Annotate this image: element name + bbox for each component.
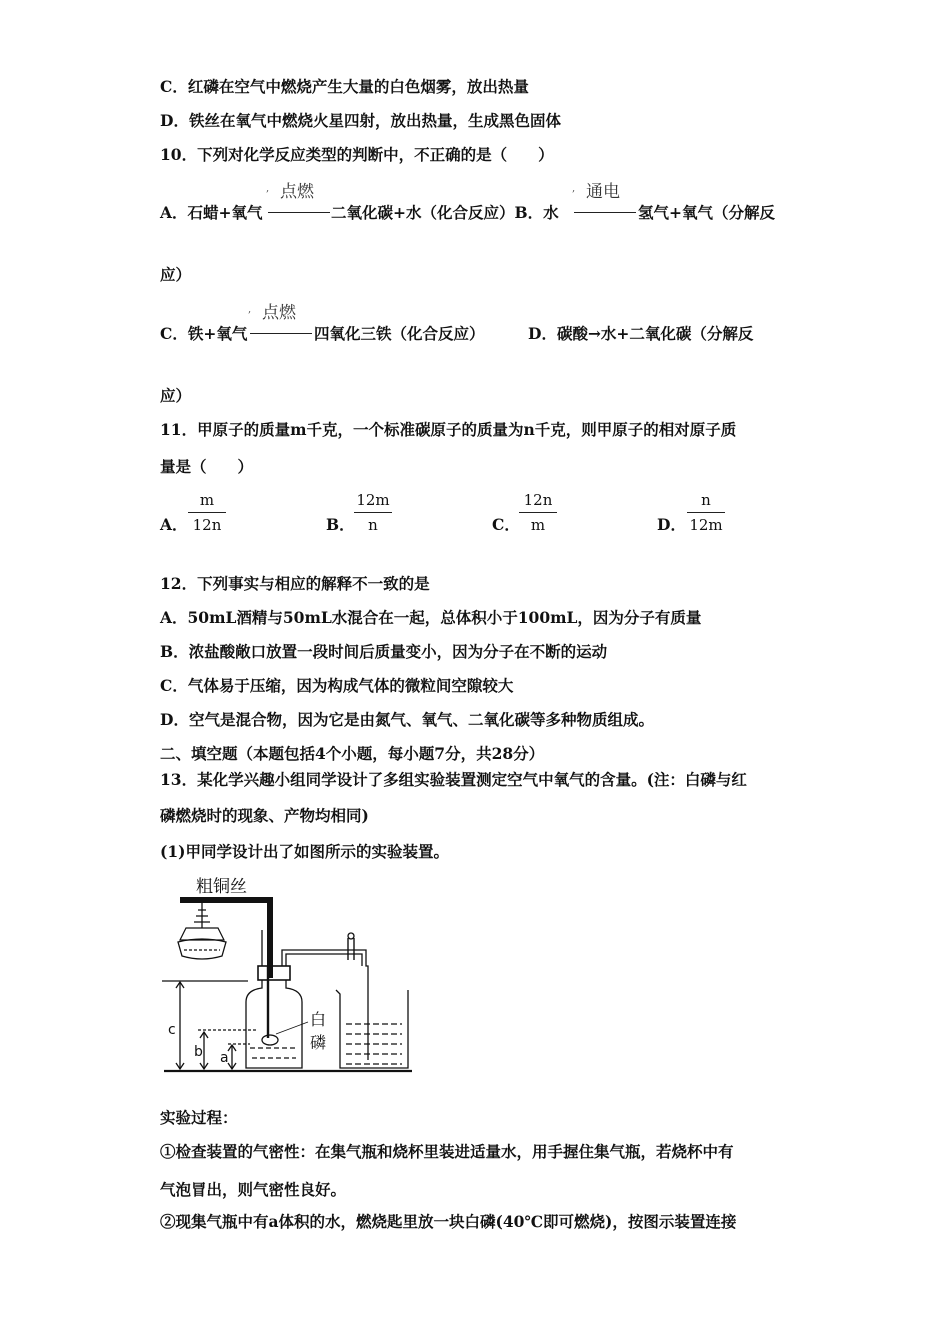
fraction-denominator: 12n	[192, 516, 222, 534]
label-white-phosphorus-2: 磷	[310, 1033, 327, 1052]
fraction-bar	[519, 512, 557, 513]
q10-condition-ignite-c: 点燃	[262, 303, 296, 323]
experiment-apparatus-figure	[158, 870, 423, 1078]
q11-stem-line2: 量是（ ）	[160, 457, 254, 476]
fraction-denominator: m	[530, 516, 546, 534]
q11-option-c-label: C．	[492, 515, 520, 534]
reaction-arrow-a	[268, 212, 330, 213]
beaker	[336, 990, 408, 1068]
collection-bottle	[246, 930, 308, 1068]
fraction-numerator: 12m	[356, 491, 390, 509]
section-heading-fill-blank: 二、填空题（本题包括4个小题，每小题7分，共28分）	[160, 744, 545, 763]
q10-option-a-reactants: A．石蜡+氧气	[160, 203, 263, 222]
q13-stem-line2: 磷燃烧时的现象、产物均相同)	[160, 806, 369, 825]
label-copper-wire: 粗铜丝	[196, 877, 247, 897]
q10-option-c-reactants: C．铁+氧气	[160, 324, 248, 343]
q12-stem: 12．下列事实与相应的解释不一致的是	[160, 574, 430, 593]
fraction-denominator: n	[368, 516, 378, 534]
q11-option-b-label: B．	[326, 515, 355, 534]
combustion-spoon	[262, 1035, 278, 1045]
q10-stem: 10．下列对化学反应类型的判断中，不正确的是（ ）	[160, 145, 554, 164]
q9-option-d: D．铁丝在氧气中燃烧火星四射，放出热量，生成黑色固体	[160, 111, 561, 130]
q13-step1-line1: ①检查装置的气密性：在集气瓶和烧杯里装进适量水，用手握住集气瓶，若烧杯中有	[160, 1142, 734, 1161]
q12-option-c: C．气体易于压缩，因为构成气体的微粒间空隙较大	[160, 676, 514, 695]
label-a: a	[220, 1050, 229, 1066]
q10-option-c-products: 四氧化三铁（化合反应）	[314, 324, 485, 343]
fraction-bar	[354, 512, 392, 513]
reaction-arrow-c	[250, 333, 312, 334]
fraction-bar	[188, 512, 226, 513]
label-white-phosphorus-1: 白	[310, 1010, 327, 1029]
fraction-denominator: 12m	[689, 516, 723, 534]
q11-option-c-fraction	[513, 490, 563, 535]
q12-option-b: B．浓盐酸敞口放置一段时间后质量变小，因为分子在不断的运动	[160, 642, 608, 661]
q10-line-tail-2: 应）	[160, 386, 192, 405]
q11-option-d-label: D．	[657, 515, 686, 534]
q12-option-d: D．空气是混合物，因为它是由氮气、氧气、二氧化碳等多种物质组成。	[160, 710, 654, 729]
label-b: b	[194, 1044, 203, 1060]
condition-tick: ,	[248, 304, 252, 315]
q13-part1: (1)甲同学设计出了如图所示的实验装置。	[160, 842, 449, 861]
label-c: c	[168, 1022, 176, 1038]
q11-option-b-fraction	[348, 490, 398, 535]
q11-option-a-label: A．	[160, 515, 188, 534]
fraction-numerator: n	[701, 491, 711, 509]
fraction-numerator: m	[199, 491, 215, 509]
q11-option-a-fraction	[182, 490, 232, 535]
q10-option-b-products: 氢气+氧气（分解反	[638, 203, 775, 222]
q9-option-c: C．红磷在空气中燃烧产生大量的白色烟雾，放出热量	[160, 77, 529, 96]
q13-process-title: 实验过程：	[160, 1108, 238, 1127]
q10-condition-ignite-a: 点燃	[280, 182, 314, 202]
fraction-numerator: 12n	[523, 491, 553, 509]
q10-line-tail-1: 应）	[160, 265, 192, 284]
reaction-arrow-b	[574, 212, 636, 213]
q11-option-d-fraction	[681, 490, 731, 535]
q13-stem-line1: 13．某化学兴趣小组同学设计了多组实验装置测定空气中氧气的含量。(注：白磷与红	[160, 770, 747, 789]
fraction-bar	[687, 512, 725, 513]
q13-step1-line2: 气泡冒出，则气密性良好。	[160, 1180, 347, 1199]
q10-condition-electrolysis: 通电	[586, 182, 620, 202]
q10-option-d: D．碳酸→水+二氧化碳（分解反	[528, 324, 754, 343]
q10-option-a-products: 二氧化碳+水（化合反应）B．水	[331, 203, 559, 222]
condition-tick: ,	[572, 183, 576, 194]
q12-option-a: A．50mL酒精与50mL水混合在一起，总体积小于100mL，因为分子有质量	[160, 608, 702, 627]
q13-step2: ②现集气瓶中有a体积的水，燃烧匙里放一块白磷(40℃即可燃烧)，按图示装置连接	[160, 1212, 737, 1231]
alcohol-lamp-icon	[178, 900, 226, 959]
q11-stem-line1: 11．甲原子的质量m千克，一个标准碳原子的质量为n千克，则甲原子的相对原子质	[160, 420, 737, 439]
condition-tick: ,	[266, 183, 270, 194]
